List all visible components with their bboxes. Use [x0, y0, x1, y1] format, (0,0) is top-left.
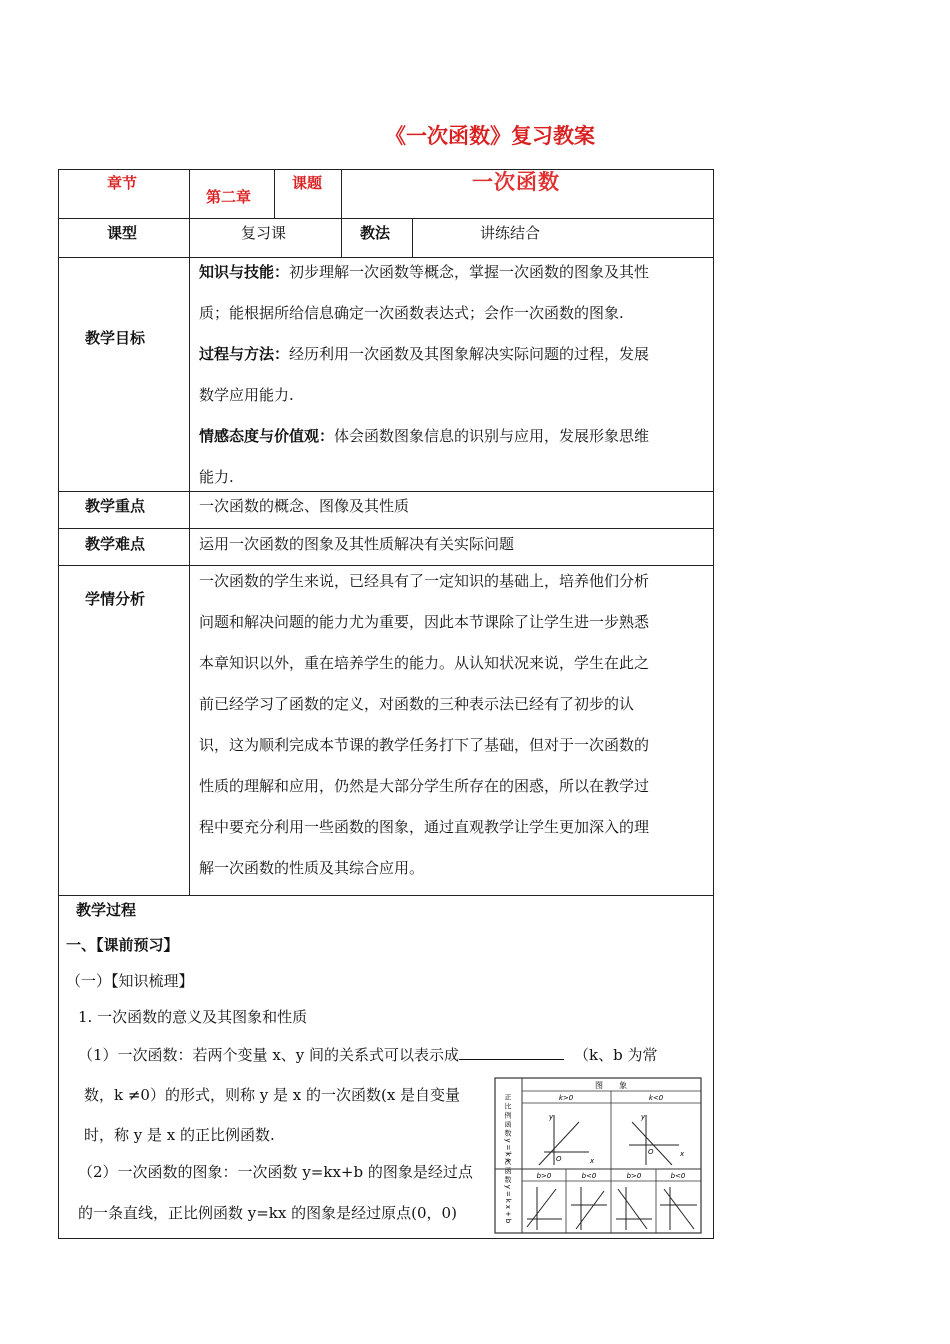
fill-in-blank [459, 1045, 564, 1060]
table-border-bottom [58, 1238, 714, 1239]
knowledge-skill-text-cont: 质；能根据所给信息确定一次函数表达式；会作一次函数的图象. [199, 304, 624, 322]
topic-value: 一次函数 [472, 170, 560, 194]
paragraph-line: 时，称 y 是 x 的正比例函数. [84, 1126, 275, 1144]
definition-text: （1）一次函数：若两个变量 x、y 间的关系式可以表示成 [78, 1046, 460, 1064]
table-border [58, 218, 714, 219]
topic-label: 课题 [292, 174, 323, 192]
difficulty-label: 教学难点 [85, 535, 146, 553]
paragraph-line: 的一条直线，正比例函数 y=kx 的图象是经过原点(0，0) [78, 1204, 457, 1222]
table-border [189, 169, 190, 896]
chapter-label: 章节 [107, 174, 138, 192]
definition-text-cont: （k、b 为常 [574, 1046, 658, 1064]
condition-label: k<0 [648, 1094, 664, 1102]
analysis-line: 前已经学习了函数的定义，对函数的三种表示法已经有了初步的认 [199, 695, 635, 713]
linear-function-graph-table [494, 1077, 702, 1234]
condition-label: b>0 [536, 1172, 552, 1180]
type-value: 复习课 [241, 224, 287, 242]
figure-header: 图 象 [595, 1081, 627, 1090]
section-heading: 一、【课前预习】 [66, 936, 179, 954]
knowledge-skill-label: 知识与技能： [199, 263, 290, 281]
analysis-line: 解一次函数的性质及其综合应用。 [199, 859, 425, 877]
condition-label: k>0 [558, 1094, 574, 1102]
analysis-line: 识，这为顺利完成本节课的教学任务打下了基础，但对于一次函数的 [199, 736, 650, 754]
knowledge-skill-text: 初步理解一次函数等概念，掌握一次函数的图象及其性 [289, 263, 650, 281]
table-border-right [713, 169, 714, 1239]
table-border [341, 169, 342, 258]
subsection-heading: （一）【知识梳理】 [66, 972, 194, 990]
paragraph-line [78, 1045, 657, 1063]
method-label: 教法 [360, 224, 391, 242]
condition-label: b>0 [626, 1172, 642, 1180]
analysis-line: 本章知识以外，重在培养学生的能力。从认知状况来说，学生在此之 [199, 654, 650, 672]
row1-label: 正比例函数y=kx [504, 1093, 512, 1165]
difficulty-text: 运用一次函数的图象及其性质解决有关实际问题 [199, 535, 515, 553]
objectives-text [199, 252, 709, 498]
attitude-label: 情感态度与价值观： [199, 427, 335, 445]
table-border-left [58, 169, 59, 1239]
item-heading: 1. 一次函数的意义及其图象和性质 [78, 1008, 308, 1026]
process-heading: 教学过程 [76, 901, 137, 919]
process-method-label: 过程与方法： [199, 345, 290, 363]
table-border [58, 895, 714, 896]
table-border [274, 169, 275, 219]
analysis-line: 性质的理解和应用，仍然是大部分学生所存在的困惑，所以在教学过 [199, 777, 650, 795]
process-method-text: 经历利用一次函数及其图象解决实际问题的过程，发展 [289, 345, 650, 363]
analysis-label: 学情分析 [85, 590, 146, 608]
analysis-line: 问题和解决问题的能力尤为重要，因此本节课除了让学生进一步熟悉 [199, 613, 650, 631]
axis-y-label: y [641, 1113, 646, 1121]
method-value: 讲练结合 [480, 224, 541, 242]
table-border [58, 528, 714, 529]
attitude-text: 体会函数图象信息的识别与应用，发展形象思维 [334, 427, 650, 445]
document-title: 《一次函数》复习教案 [385, 124, 595, 148]
chapter-value: 第二章 [206, 188, 252, 206]
paragraph-line: 数，k ≠0）的形式，则称 y 是 x 的一次函数(x 是自变量 [84, 1086, 461, 1104]
origin-label: O [556, 1155, 562, 1163]
objectives-label: 教学目标 [85, 329, 146, 347]
process-method-text-cont: 数学应用能力. [199, 386, 294, 404]
axis-y-label: y [549, 1113, 554, 1121]
condition-label: b<0 [670, 1172, 686, 1180]
attitude-text-cont: 能力. [199, 468, 234, 486]
analysis-line: 程中要充分利用一些函数的图象，通过直观教学让学生更加深入的理 [199, 818, 650, 836]
table-border-top [58, 169, 714, 170]
key-point-text: 一次函数的概念、图像及其性质 [199, 497, 410, 515]
axis-x-label: x [590, 1157, 595, 1165]
axis-x-label: x [680, 1150, 685, 1158]
origin-label: O [648, 1148, 654, 1156]
row2-label: 一次函数y=kx+b [504, 1148, 512, 1226]
condition-label: b<0 [581, 1172, 597, 1180]
paragraph-line: （2）一次函数的图象：一次函数 y=kx+b 的图象是经过点 [78, 1163, 473, 1181]
type-label: 课型 [107, 224, 138, 242]
analysis-line: 一次函数的学生来说，已经具有了一定知识的基础上，培养他们分析 [199, 572, 650, 590]
analysis-text [199, 561, 709, 889]
key-point-label: 教学重点 [85, 497, 146, 515]
